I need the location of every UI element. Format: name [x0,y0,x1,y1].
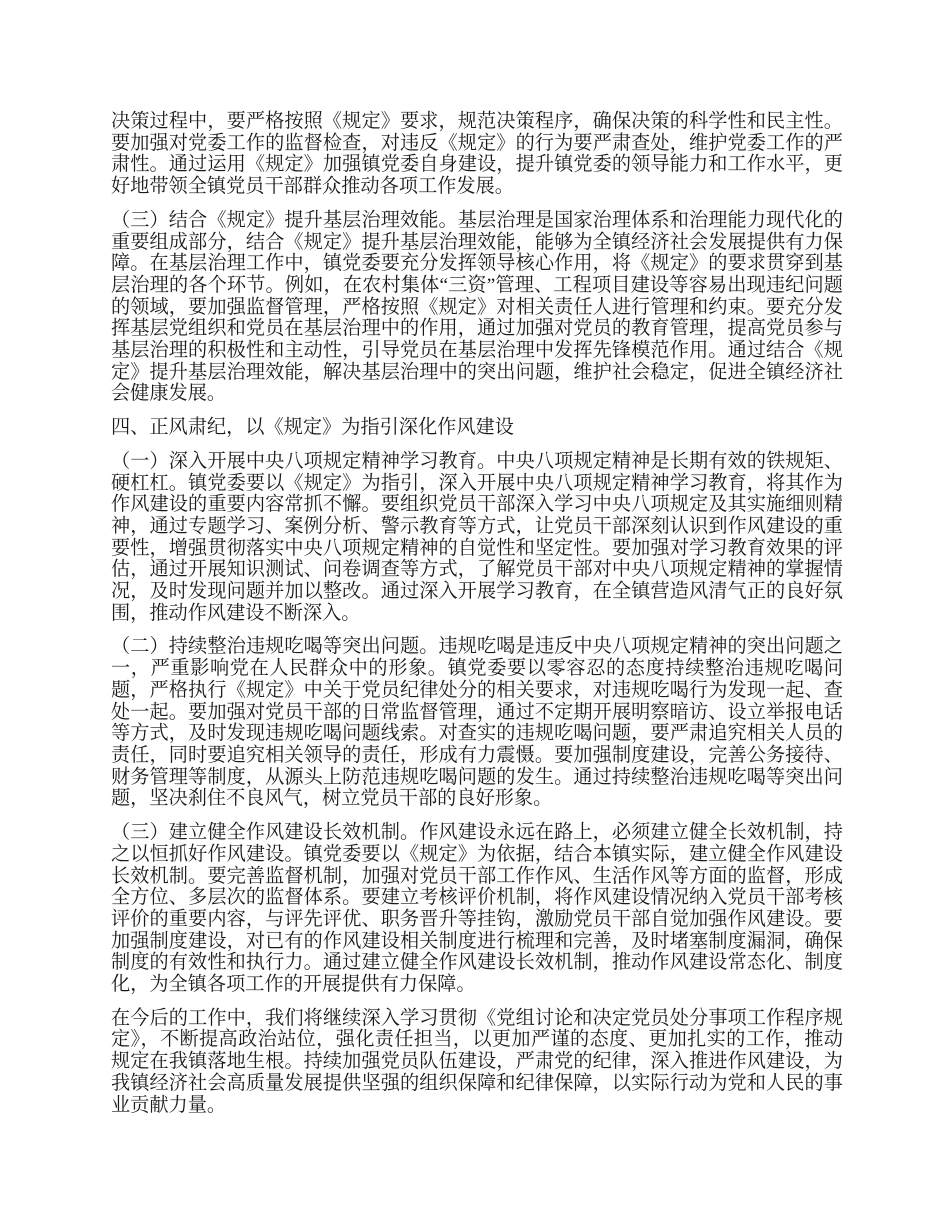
paragraph-decision-process: 决策过程中，要严格按照《规定》要求，规范决策程序，确保决策的科学性和民主性。要加强对党委工作的监督检查，对违反《规定》的行为要严肃查处，维护党委工作的严肃性。通过运用《规定》加强镇党委自身建设，提升镇党委的领导能力和工作水平，更好地带领全镇党员干部群众推动各项工作发展。 [111,111,843,198]
paragraph-closing-statement: 在今后的工作中，我们将继续深入学习贯彻《党组讨论和决定党员处分事项工作程序规定》，不断提高政治站位，强化责任担当，以更加严谨的态度、更加扎实的工作，推动规定在我镇落地生根。持续加强党员队伍建设，严肃党的纪律，深入推进作风建设，为我镇经济社会高质量发展提供坚强的组织保障和纪律保障，以实际行动为党和人民的事业贡献力量。 [111,1007,843,1116]
paragraph-grassroots-governance: （三）结合《规定》提升基层治理效能。基层治理是国家治理体系和治理能力现代化的重要组成部分，结合《规定》提升基层治理效能，能够为全镇经济社会发展提供有力保障。在基层治理工作中，镇党委要充分发挥领导核心作用，将《规定》的要求贯穿到基层治理的各个环节。例如，在农村集体“三资”管理、工程项目建设等容易出现违纪问题的领域，要加强监督管理，严格按照《规定》对相关责任人进行管理和约束。要充分发挥基层党组织和党员在基层治理中的作用，通过加强对党员的教育管理，提高党员参与基层治理的积极性和主动性，引导党员在基层治理中发挥先锋模范作用。通过结合《规定》提升基层治理效能，解决基层治理中的突出问题，维护社会稳定，促进全镇经济社会健康发展。 [111,209,843,405]
document-page [111,111,843,1128]
paragraph-illegal-dining-rectification: （二）持续整治违规吃喝等突出问题。违规吃喝是违反中央八项规定精神的突出问题之一，严重影响党在人民群众中的形象。镇党委要以零容忍的态度持续整治违规吃喝问题，严格执行《规定》中关于党员纪律处分的相关要求，对违规吃喝行为发现一起、查处一起。要加强对党员干部的日常监督管理，通过不定期开展明察暗访、设立举报电话等方式，及时发现违规吃喝问题线索。对查实的违规吃喝问题，要严肃追究相关人员的责任，同时要追究相关领导的责任，形成有力震慑。要加强制度建设，完善公务接待、财务管理等制度，从源头上防范违规吃喝问题的发生。通过持续整治违规吃喝等突出问题，坚决刹住不良风气，树立党员干部的良好形象。 [111,636,843,810]
paragraph-longterm-mechanism: （三）建立健全作风建设长效机制。作风建设永远在路上，必须建立健全长效机制，持之以恒抓好作风建设。镇党委要以《规定》为依据，结合本镇实际，建立健全作风建设长效机制。要完善监督机制，加强对党员干部工作作风、生活作风等方面的监督，形成全方位、多层次的监督体系。要建立考核评价机制，将作风建设情况纳入党员干部考核评价的重要内容，与评先评优、职务晋升等挂钩，激励党员干部自觉加强作风建设。要加强制度建设，对已有的作风建设相关制度进行梳理和完善，及时堵塞制度漏洞，确保制度的有效性和执行力。通过建立健全作风建设长效机制，推动作风建设常态化、制度化，为全镇各项工作的开展提供有力保障。 [111,822,843,996]
paragraph-eight-regulations-education: （一）深入开展中央八项规定精神学习教育。中央八项规定精神是长期有效的铁规矩、硬杠杠。镇党委要以《规定》为指引，深入开展中央八项规定精神学习教育，将其作为作风建设的重要内容常抓不懈。要组织党员干部深入学习中央八项规定及其实施细则精神，通过专题学习、案例分析、警示教育等方式，让党员干部深刻认识到作风建设的重要性，增强贯彻落实中央八项规定精神的自觉性和坚定性。要加强对学习教育效果的评估，通过开展知识测试、问卷调查等方式，了解党员干部对中央八项规定精神的掌握情况，及时发现问题并加以整改。通过深入开展学习教育，在全镇营造风清气正的良好氛围，推动作风建设不断深入。 [111,450,843,624]
section-heading-four: 四、正风肃纪，以《规定》为指引深化作风建设 [111,417,514,439]
